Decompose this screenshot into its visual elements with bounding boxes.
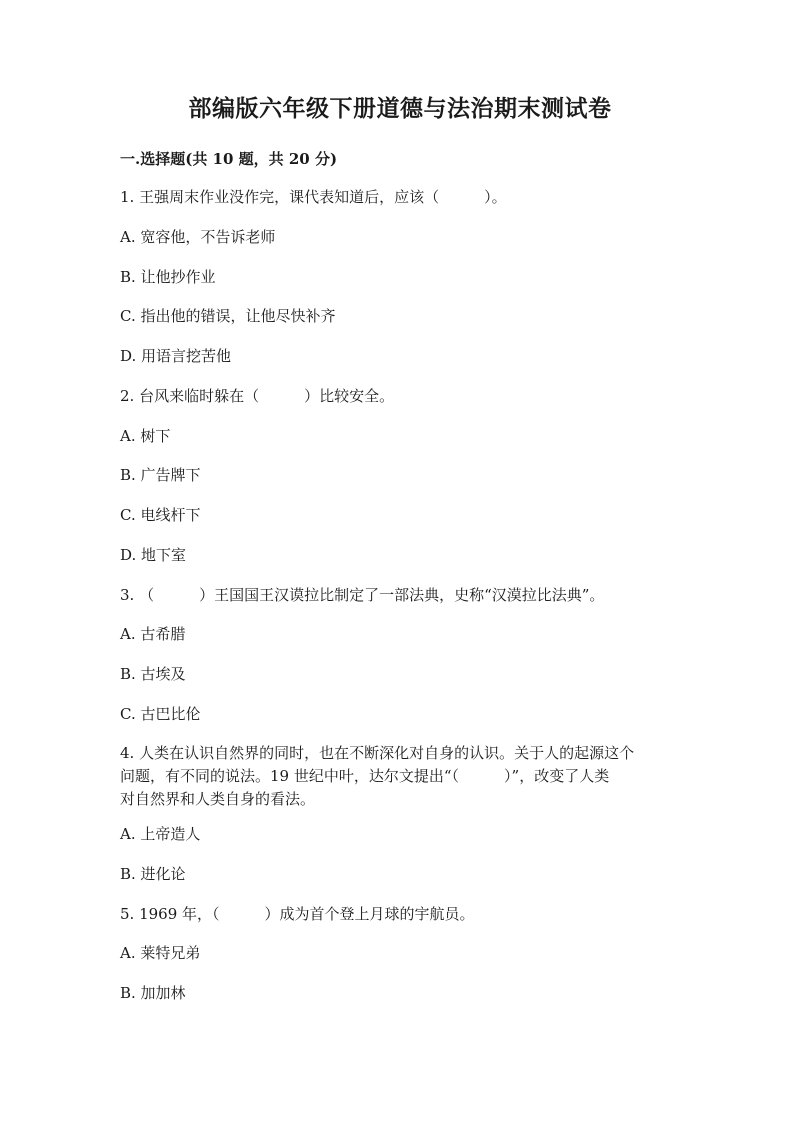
answer-option: A. 宽容他，不告诉老师 bbox=[120, 228, 276, 246]
answer-option: C. 古巴比伦 bbox=[120, 705, 201, 723]
question-stem-line: 4. 人类在认识自然界的同时，也在不断深化对自身的认识。关于人的起源这个 bbox=[120, 744, 635, 762]
answer-option: A. 树下 bbox=[120, 427, 171, 445]
answer-option: A. 古希腊 bbox=[120, 625, 186, 643]
answer-option: D. 地下室 bbox=[120, 546, 187, 564]
answer-option: A. 上帝造人 bbox=[120, 825, 201, 843]
answer-option: A. 莱特兄弟 bbox=[120, 944, 201, 962]
question-stem: 2. 台风来临时躲在（ ）比较安全。 bbox=[120, 387, 395, 405]
answer-option: B. 让他抄作业 bbox=[120, 268, 216, 286]
answer-option: B. 加加林 bbox=[120, 984, 186, 1002]
answer-option: B. 古埃及 bbox=[120, 665, 186, 683]
question-stem-line: 问题，有不同的说法。19 世纪中叶，达尔文提出“（ ）”，改变了人类 bbox=[120, 767, 610, 785]
question-stem: 5. 1969 年，（ ）成为首个登上月球的宇航员。 bbox=[120, 905, 475, 923]
answer-option: D. 用语言挖苦他 bbox=[120, 347, 232, 365]
section-heading: 一.选择题(共 10 题，共 20 分) bbox=[120, 150, 338, 168]
question-stem-line: 对自然界和人类自身的看法。 bbox=[120, 790, 316, 808]
answer-option: B. 进化论 bbox=[120, 865, 186, 883]
answer-option: B. 广告牌下 bbox=[120, 466, 201, 484]
page-title: 部编版六年级下册道德与法治期末测试卷 bbox=[188, 95, 612, 122]
answer-option: C. 电线杆下 bbox=[120, 506, 201, 524]
question-stem: 1. 王强周末作业没作完，课代表知道后，应该（ ）。 bbox=[120, 188, 507, 206]
question-stem: 3. （ ）王国国王汉谟拉比制定了一部法典，史称“汉漠拉比法典”。 bbox=[120, 586, 605, 604]
answer-option: C. 指出他的错误，让他尽快补齐 bbox=[120, 307, 336, 325]
